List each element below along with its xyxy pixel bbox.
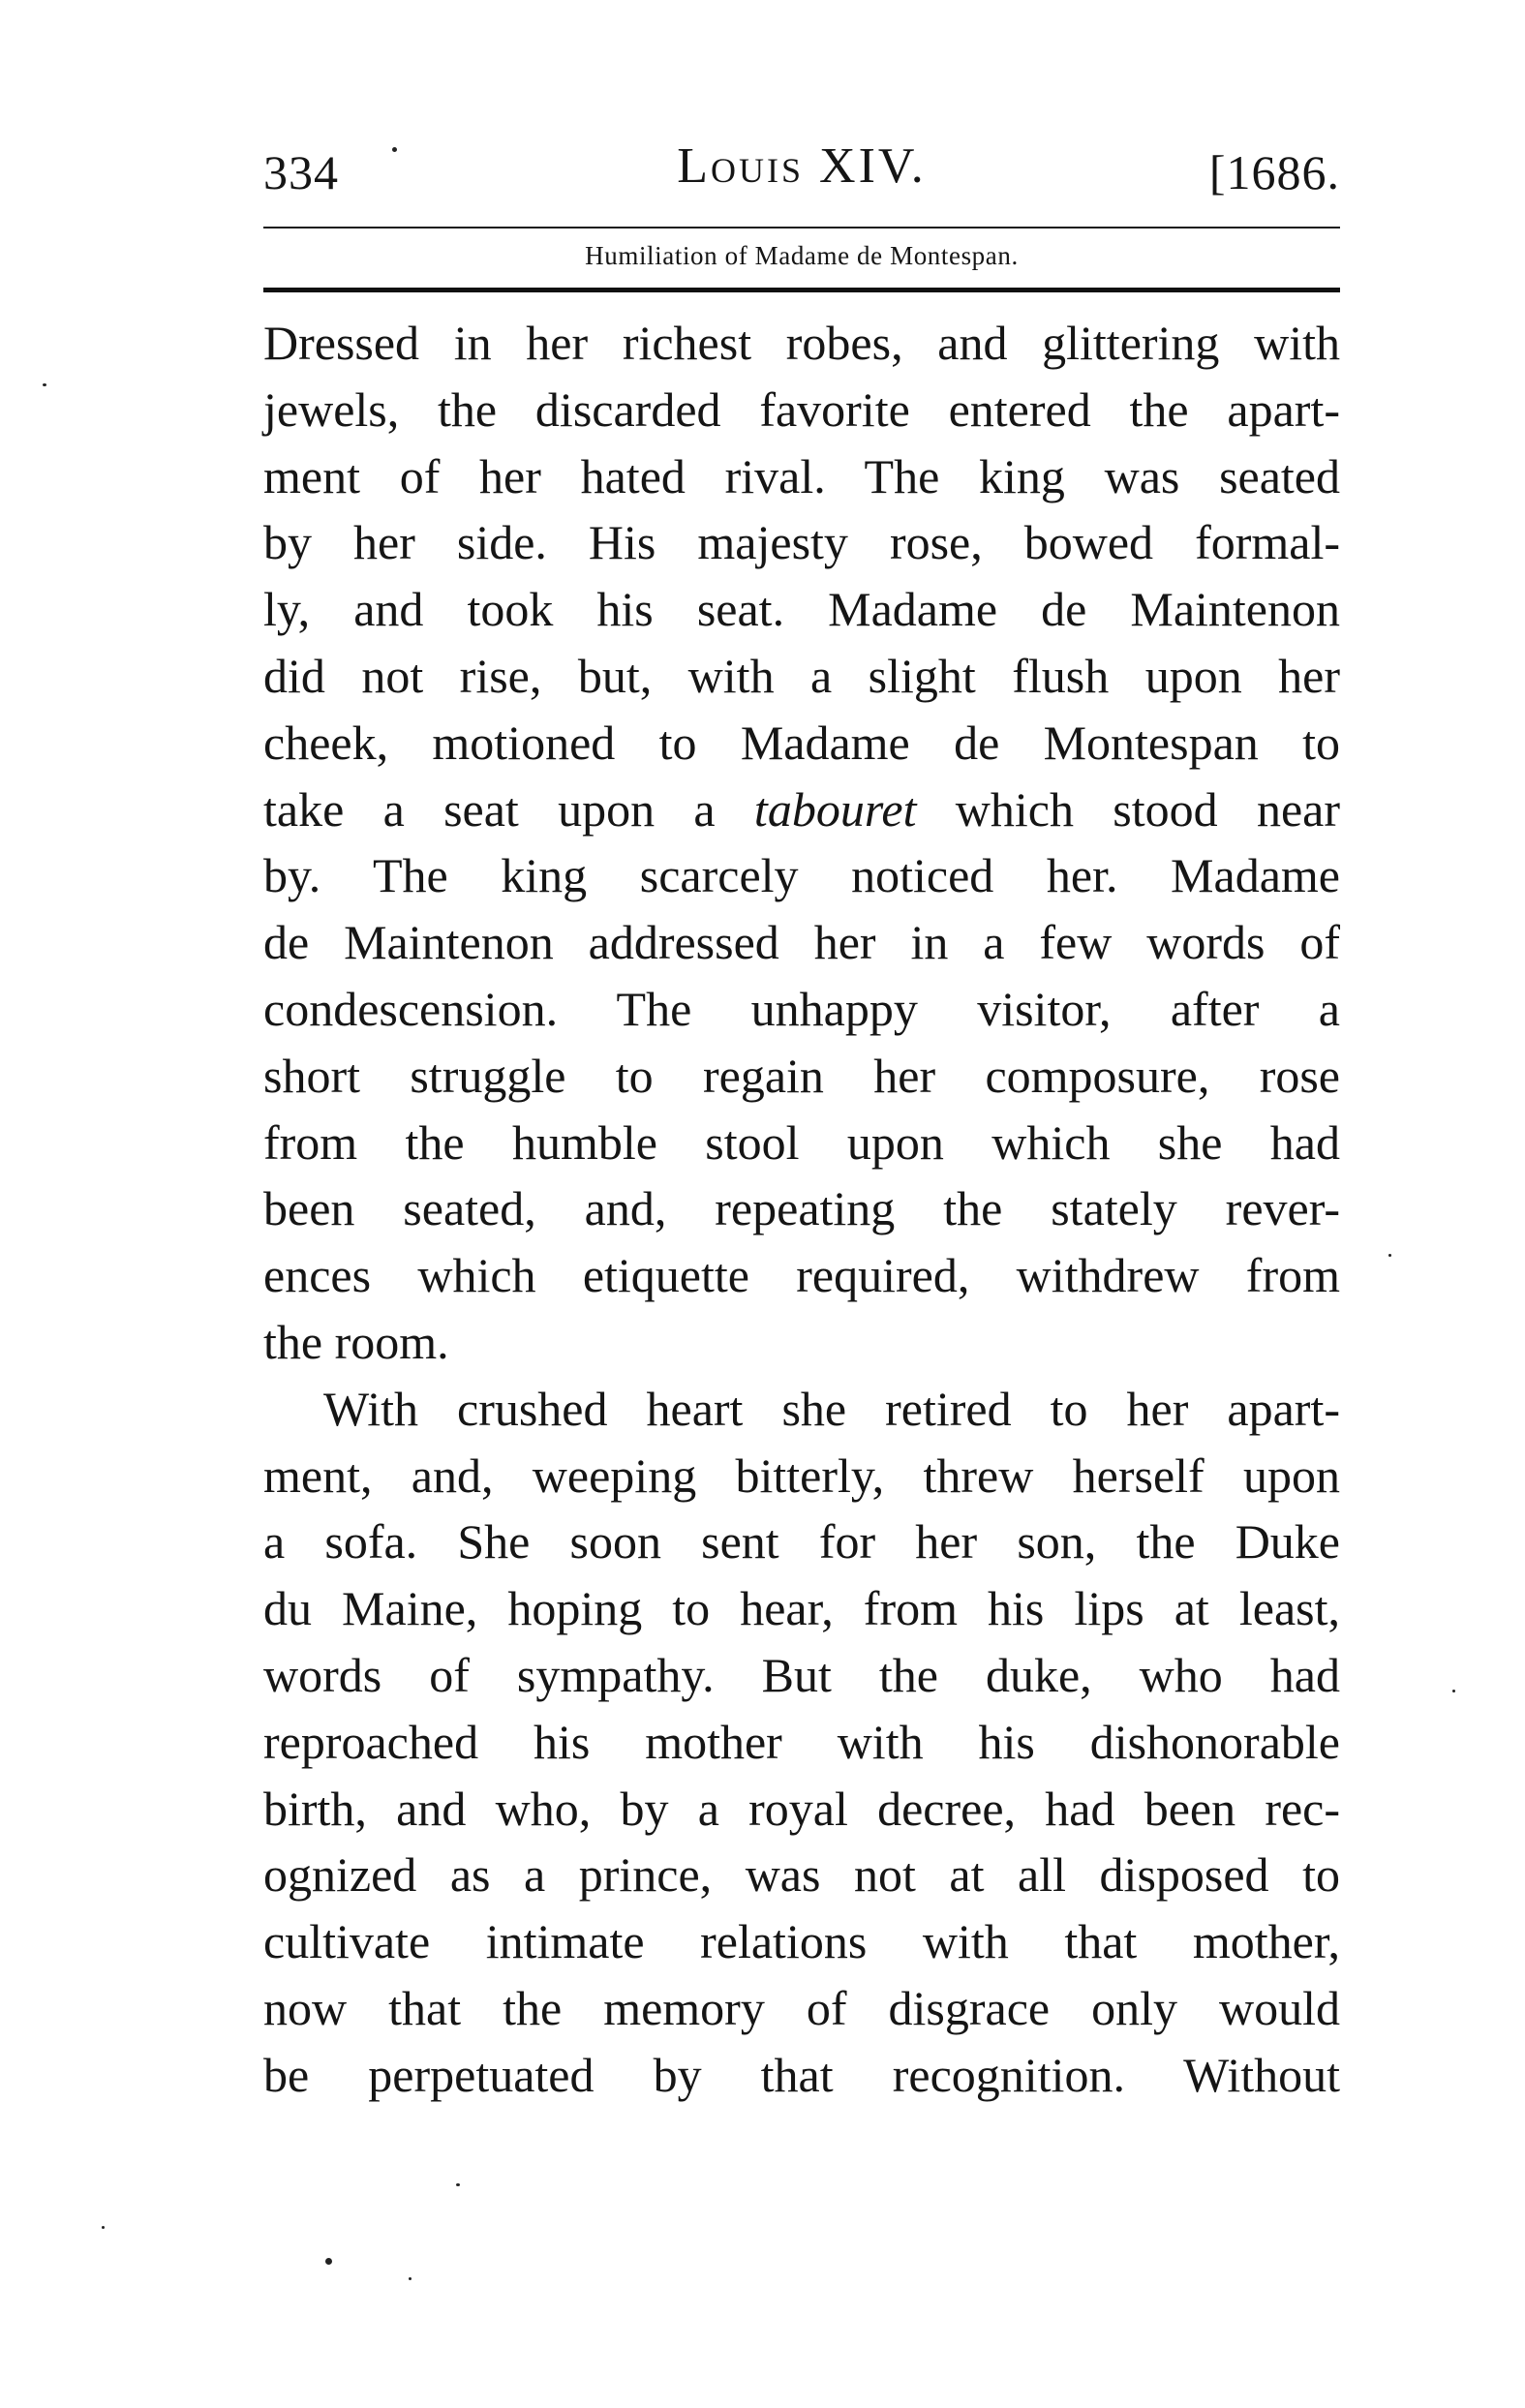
text-line: short struggle to regain her composure, rose [263,1048,1340,1103]
text-line: reproached his mother with his dishonorable [263,1714,1340,1769]
text-line: du Maine, hoping to hear, from his lips at least, [263,1581,1340,1636]
text-line: now that the memory of disgrace only would [263,1980,1340,2035]
text-line: the room. [263,1314,449,1369]
text-line: ly, and took his seat. Madame de Maintenon [263,582,1340,637]
text-line: With crushed heart she retired to her apart- [323,1381,1340,1436]
ink-speck [409,2277,412,2280]
text-line: be perpetuated by that recognition. Without [263,2047,1340,2102]
text-line: by her side. His majesty rose, bowed formal- [263,515,1340,570]
paragraph [263,1376,1340,2109]
text-line: words of sympathy. But the duke, who had [263,1647,1340,1702]
ink-speck [43,383,46,386]
text-line: did not rise, but, with a slight flush upon her [263,648,1340,703]
ink-speck [392,147,397,152]
header-rule [263,227,1340,229]
ink-speck [456,2183,460,2186]
header-year: [1686. [1208,145,1340,199]
text-line: jewels, the discarded favorite entered the apart- [263,381,1340,437]
text-line: take a seat upon a tabouret which stood near [263,781,1340,837]
text-line: ognized as a prince, was not at all disposed to [263,1847,1340,1903]
text-line: condescension. The unhappy visitor, after a [263,981,1340,1036]
text-line: ences which etiquette required, withdrew from [263,1248,1340,1303]
page-number: 334 [263,145,339,199]
ink-speck [1388,1254,1391,1257]
ink-speck [325,2258,332,2265]
ink-speck [102,2226,105,2229]
text-line: a sofa. She soon sent for her son, the Duke [263,1514,1340,1570]
section-subheading: Humiliation of Madame de Montespan. [585,241,1019,270]
text-line: de Maintenon addressed her in a few words of [263,915,1340,970]
text-line: cultivate intimate relations with that mother, [263,1914,1340,1969]
running-title: Louis XIV. [677,138,927,194]
text-line: by. The king scarcely noticed her. Madame [263,848,1340,903]
text-line: from the humble stool upon which she had [263,1114,1340,1170]
italic-word: tabouret [753,781,917,837]
text-line: birth, and who, by a royal decree, had been rec- [263,1781,1340,1836]
ink-speck [1452,1690,1455,1692]
text-line: Dressed in her richest robes, and glittering with [263,316,1340,370]
body-text [263,310,1340,2109]
text-line: ment of her hated rival. The king was seated [263,448,1340,503]
text-line: ment, and, weeping bitterly, threw herself upon [263,1448,1340,1503]
page-header [263,134,1340,211]
text-line: been seated, and, repeating the stately rever- [263,1181,1340,1236]
text-line: cheek, motioned to Madame de Montespan to [263,715,1340,770]
subheading-rule [263,288,1340,292]
paragraph [263,310,1340,1376]
